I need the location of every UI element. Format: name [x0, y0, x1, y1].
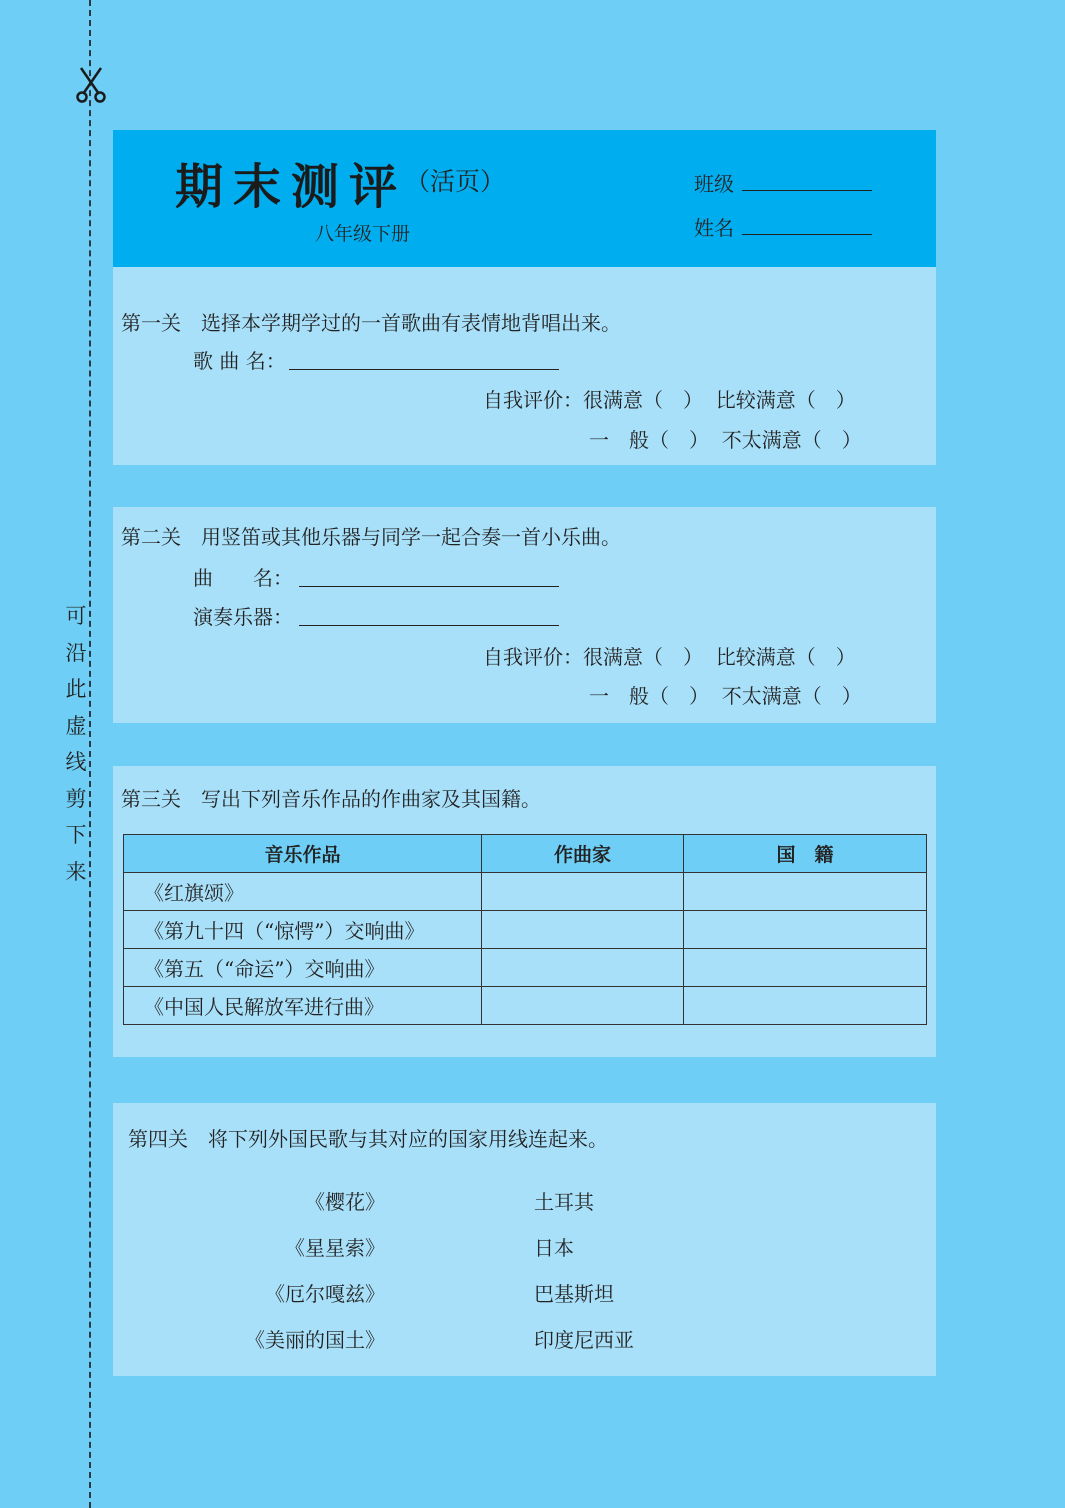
header-work: 音乐作品 — [124, 835, 482, 873]
eval-average[interactable]: 一 般（ ） — [589, 684, 709, 708]
table-row — [124, 949, 927, 987]
work-title: 《第五（“命运”）交响曲》 — [124, 949, 482, 987]
self-eval-row-2 — [589, 680, 862, 709]
self-eval-row-2 — [589, 424, 862, 453]
scissors-icon — [76, 66, 106, 104]
country-item[interactable]: 印度尼西亚 — [534, 1328, 634, 1352]
eval-very-satisfied[interactable]: 很满意（ ） — [583, 388, 703, 412]
folk-song-item[interactable]: 《樱花》 — [305, 1190, 385, 1214]
table-row — [124, 987, 927, 1025]
country-item[interactable]: 日本 — [534, 1236, 574, 1260]
folk-song-item[interactable]: 《星星索》 — [285, 1236, 385, 1260]
header-nationality: 国 籍 — [684, 835, 927, 873]
grade-label: 八年级下册 — [315, 223, 411, 245]
question-1-panel — [113, 267, 936, 465]
piece-name-field[interactable]: 曲 名： — [193, 562, 293, 591]
folk-song-item[interactable]: 《美丽的国土》 — [245, 1328, 385, 1352]
question-3-text: 第三关 写出下列音乐作品的作曲家及其国籍。 — [121, 787, 541, 811]
question-3-panel — [113, 766, 936, 1057]
question-2-text: 第二关 用竖笛或其他乐器与同学一起合奏一首小乐曲。 — [121, 525, 621, 549]
country-item[interactable]: 土耳其 — [534, 1190, 594, 1214]
work-title: 《中国人民解放军进行曲》 — [124, 987, 482, 1025]
nationality-cell[interactable] — [684, 911, 927, 949]
composer-table — [123, 834, 927, 1025]
eval-very-satisfied[interactable]: 很满意（ ） — [583, 645, 703, 669]
page-subtitle: （活页） — [405, 167, 506, 196]
eval-fairly-satisfied[interactable]: 比较满意（ ） — [715, 388, 856, 412]
eval-average[interactable]: 一 般（ ） — [589, 428, 709, 452]
name-field[interactable]: 姓名 — [694, 212, 872, 241]
table-row — [124, 873, 927, 911]
header-composer: 作曲家 — [482, 835, 684, 873]
eval-fairly-satisfied[interactable]: 比较满意（ ） — [715, 645, 856, 669]
nationality-cell[interactable] — [684, 987, 927, 1025]
work-title: 《第九十四（“惊愕”）交响曲》 — [124, 911, 482, 949]
composer-cell[interactable] — [482, 911, 684, 949]
composer-cell[interactable] — [482, 987, 684, 1025]
question-1-text: 第一关 选择本学期学过的一首歌曲有表情地背唱出来。 — [121, 311, 621, 335]
question-4-text: 第四关 将下列外国民歌与其对应的国家用线连起来。 — [128, 1127, 608, 1151]
folk-song-item[interactable]: 《厄尔嘎兹》 — [265, 1282, 385, 1306]
class-field[interactable]: 班级 — [694, 168, 872, 197]
composer-cell[interactable] — [482, 873, 684, 911]
self-eval-row-1: 自我评价：很满意（ ） 比较满意（ ） — [483, 388, 856, 412]
question-2-panel — [113, 507, 936, 723]
eval-not-satisfied[interactable]: 不太满意（ ） — [721, 684, 862, 708]
self-eval-row-1: 自我评价：很满意（ ） 比较满意（ ） — [483, 645, 856, 669]
eval-not-satisfied[interactable]: 不太满意（ ） — [721, 428, 862, 452]
nationality-cell[interactable] — [684, 873, 927, 911]
song-name-field[interactable]: 歌 曲 名： — [193, 345, 286, 374]
composer-cell[interactable] — [482, 949, 684, 987]
country-item[interactable]: 巴基斯坦 — [534, 1282, 614, 1306]
page-title: 期末测评 — [175, 159, 408, 215]
question-4-panel — [113, 1103, 936, 1376]
nationality-cell[interactable] — [684, 949, 927, 987]
cut-instruction: 可 沿 此 虚 线 剪 下 来 — [65, 604, 87, 884]
work-title: 《红旗颂》 — [124, 873, 482, 911]
instrument-field[interactable]: 演奏乐器： — [193, 601, 293, 630]
table-row — [124, 911, 927, 949]
header-banner — [113, 130, 936, 267]
